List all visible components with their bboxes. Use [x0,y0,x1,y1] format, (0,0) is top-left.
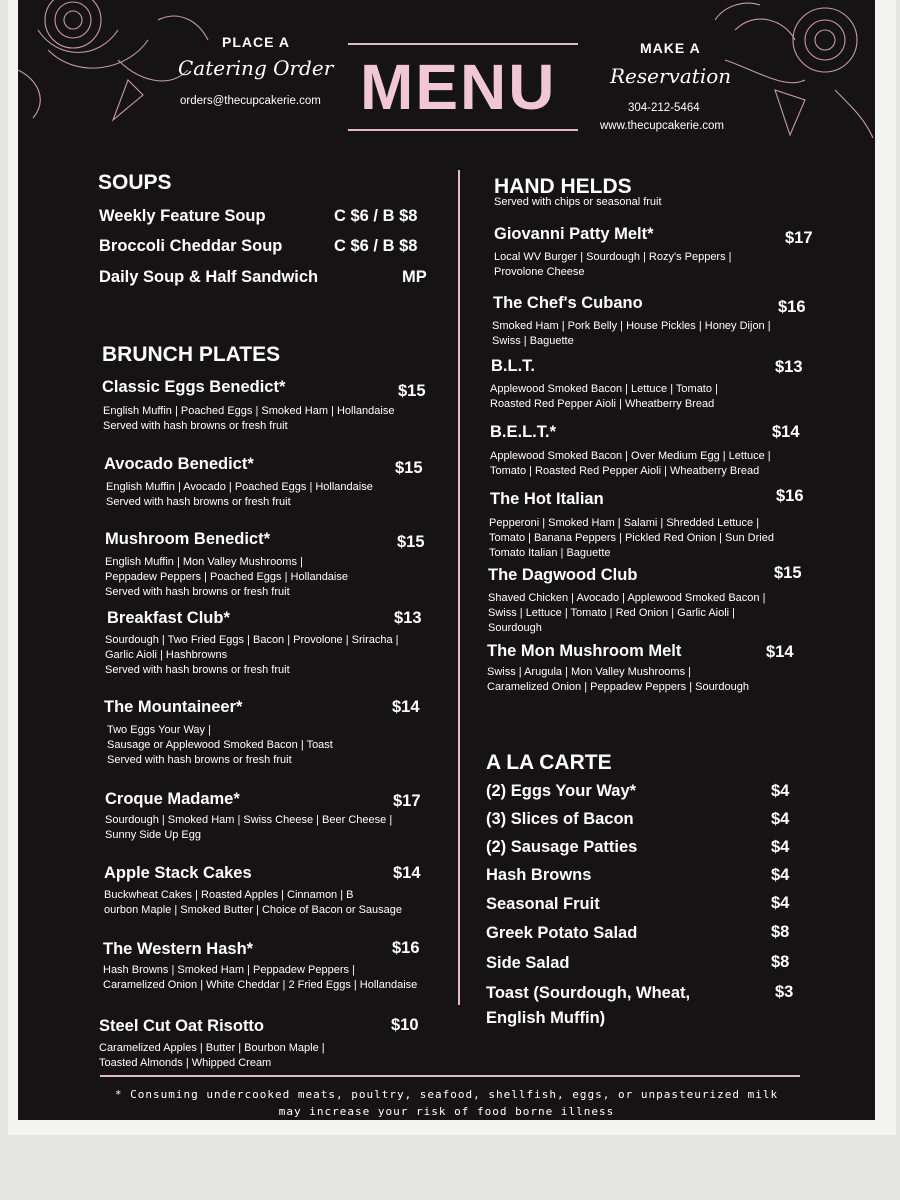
soup-item-price: C $6 / B $8 [334,237,418,255]
alacarte-item-price: $4 [771,838,790,856]
brunch-item-name: Steel Cut Oat Risotto [99,1017,265,1035]
description-line: Served with hash browns or fresh fruit [106,496,291,508]
description-line: Sourdough | Two Fried Eggs | Bacon | Provolone | Sriracha | [105,634,399,646]
brunch-item-price: $17 [393,792,421,810]
description-line: Sausage or Applewood Smoked Bacon | Toast [107,739,333,751]
description-line: Provolone Cheese [494,266,585,278]
brunch-item-price: $16 [392,939,420,957]
handheld-item-name: The Hot Italian [490,490,604,508]
alacarte-item-price: $4 [771,810,790,828]
alacarte-item-name-continued: English Muffin) [486,1009,606,1027]
description-line: Shaved Chicken | Avocado | Applewood Smoked Bacon | [488,592,766,604]
handheld-item-description [488,591,818,636]
reservation-prompt: MAKE A [640,40,701,56]
handheld-item-price: $16 [778,298,806,316]
description-line: Hash Browns | Smoked Ham | Peppadew Peppers | [103,964,355,976]
description-line: Tomato | Roasted Red Pepper Aioli | Wheatberry Bread [490,465,760,477]
column-divider [458,170,460,1005]
brunch-item-description [103,963,448,993]
handheld-item-description [490,449,820,479]
description-line: English Muffin | Poached Eggs | Smoked Ham | Hollandaise [103,405,395,417]
alacarte-heading: A LA CARTE [486,751,612,774]
handheld-item-description [487,665,817,695]
handheld-item-name: Giovanni Patty Melt* [494,225,654,243]
handheld-item-name: The Mon Mushroom Melt [487,642,682,660]
handheld-item-price: $16 [776,487,804,505]
brunch-item-description [99,1041,429,1071]
description-line: Roasted Red Pepper Aioli | Wheatberry Bread [490,398,715,410]
brunch-item-price: $15 [395,459,423,477]
brunch-item-name: Croque Madame* [105,790,240,808]
brunch-item-description [106,480,436,510]
handheld-item-price: $14 [766,643,794,661]
description-line: Sourdough [488,622,542,634]
description-line: Caramelized Onion | White Cheddar | 2 Fried Eggs | Hollandaise [103,979,418,991]
alacarte-item-name: (2) Sausage Patties [486,838,638,856]
soup-item-name: Weekly Feature Soup [99,207,266,225]
alacarte-item-price: $4 [771,866,790,884]
title-rule-bottom [348,129,578,131]
handhelds-subheading: Served with chips or seasonal fruit [494,196,662,208]
alacarte-item-name: (2) Eggs Your Way* [486,782,637,800]
handheld-item-name: B.L.T. [491,357,535,375]
alacarte-item-name: (3) Slices of Bacon [486,810,634,828]
brunch-item-price: $14 [392,698,420,716]
health-disclaimer-line: may increase your risk of food borne illness [278,1105,615,1118]
description-line: Served with hash browns or fresh fruit [107,754,292,766]
brunch-item-name: Apple Stack Cakes [104,864,252,882]
soup-item-price: MP [402,268,427,286]
description-line: Buckwheat Cakes | Roasted Apples | Cinnamon | B [104,889,354,901]
brunch-item-price: $14 [393,864,421,882]
alacarte-item-name: Toast (Sourdough, Wheat, [486,984,691,1002]
description-line: Tomato Italian | Baguette [489,547,611,559]
alacarte-item-name: Seasonal Fruit [486,895,600,913]
website-link[interactable]: www.thecupcakerie.com [600,120,724,132]
alacarte-item-price: $8 [771,953,790,971]
menu-title: MENU [360,51,557,123]
soups-heading: SOUPS [98,171,172,194]
description-line: Swiss | Lettuce | Tomato | Red Onion | Garlic Aioli | [488,607,736,619]
brunch-item-name: Breakfast Club* [107,609,230,627]
handheld-item-price: $17 [785,229,813,247]
brunch-item-description [104,888,449,918]
description-line: Caramelized Onion | Peppadew Peppers | Sourdough [487,681,749,693]
brunch-item-name: Classic Eggs Benedict* [102,378,286,396]
brunch-item-price: $15 [397,533,425,551]
description-line: English Muffin | Mon Valley Mushrooms | [105,556,303,568]
brunch-item-description [103,404,433,434]
title-rule-top [348,43,578,45]
catering-prompt: PLACE A [222,34,290,50]
alacarte-item-price: $3 [775,983,794,1001]
description-line: Peppadew Peppers | Poached Eggs | Hollandaise [105,571,348,583]
brunch-item-price: $10 [391,1016,419,1034]
handheld-item-price: $15 [774,564,802,582]
handheld-item-price: $13 [775,358,803,376]
brunch-item-description [105,555,435,600]
description-line: Garlic Aioli | Hashbrowns [105,649,228,661]
description-line: English Muffin | Avocado | Poached Eggs | Hollandaise [106,481,373,493]
brunch-item-price: $15 [398,382,426,400]
handheld-item-name: The Chef's Cubano [493,294,643,312]
alacarte-item-name: Greek Potato Salad [486,924,638,942]
brunch-item-price: $13 [394,609,422,627]
alacarte-item-name: Side Salad [486,954,570,972]
description-line: Swiss | Arugula | Mon Valley Mushrooms | [487,666,691,678]
description-line: Local WV Burger | Sourdough | Rozy's Peppers | [494,251,732,263]
reservation-title: Reservation [610,64,732,88]
handheld-item-description [494,250,794,280]
description-line: Tomato | Banana Peppers | Pickled Red Onion | Sun Dried [489,532,774,544]
handheld-item-name: The Dagwood Club [488,566,638,584]
description-line: Applewood Smoked Bacon | Lettuce | Tomato | [490,383,718,395]
handheld-item-description [489,516,819,561]
brunch-item-name: The Western Hash* [103,940,254,958]
health-disclaimer-line: * Consuming undercooked meats, poultry, seafood, shellfish, eggs, or unpasteurized milk [114,1088,779,1101]
menu-board [18,0,875,1120]
brunch-item-description [105,813,450,843]
alacarte-item-price: $4 [771,782,790,800]
handheld-item-name: B.E.L.T.* [490,423,557,441]
brunch-item-name: The Mountaineer* [104,698,243,716]
description-line: Sourdough | Smoked Ham | Swiss Cheese | Beer Cheese | [105,814,393,826]
brunch-item-name: Mushroom Benedict* [105,530,271,548]
description-line: Sunny Side Up Egg [105,829,202,841]
brunch-item-description [107,723,437,768]
handheld-item-description [492,319,812,349]
description-line: Applewood Smoked Bacon | Over Medium Egg | Lettuce | [490,450,771,462]
description-line: Served with hash browns or fresh fruit [103,420,288,432]
description-line: Swiss | Baguette [492,335,574,347]
brunch-item-description [105,633,435,678]
handheld-item-price: $14 [772,423,800,441]
description-line: Caramelized Apples | Butter | Bourbon Maple | [99,1042,325,1054]
footer-rule [100,1075,800,1077]
soup-item-name: Daily Soup & Half Sandwich [99,268,319,286]
phone-number[interactable]: 304-212-5464 [628,102,700,114]
description-line: Smoked Ham | Pork Belly | House Pickles | Honey Dijon | [492,320,771,332]
description-line: Two Eggs Your Way | [107,724,211,736]
rose-illustration-right [715,0,875,140]
alacarte-item-price: $8 [771,923,790,941]
description-line: Pepperoni | Smoked Ham | Salami | Shredded Lettuce | [489,517,760,529]
catering-order-title: Catering Order [178,56,334,80]
catering-email[interactable]: orders@thecupcakerie.com [180,95,321,107]
soup-item-price: C $6 / B $8 [334,207,418,225]
description-line: Served with hash browns or fresh fruit [105,664,290,676]
brunch-item-name: Avocado Benedict* [104,455,254,473]
soup-item-name: Broccoli Cheddar Soup [99,237,283,255]
description-line: Served with hash browns or fresh fruit [105,586,290,598]
alacarte-item-price: $4 [771,894,790,912]
handheld-item-description [490,382,810,412]
brunch-heading: BRUNCH PLATES [102,343,281,366]
description-line: ourbon Maple | Smoked Butter | Choice of Bacon or Sausage [104,904,402,916]
description-line: Toasted Almonds | Whipped Cream [99,1057,272,1069]
alacarte-item-name: Hash Browns [486,866,592,884]
handhelds-heading: HAND HELDS [494,175,632,198]
